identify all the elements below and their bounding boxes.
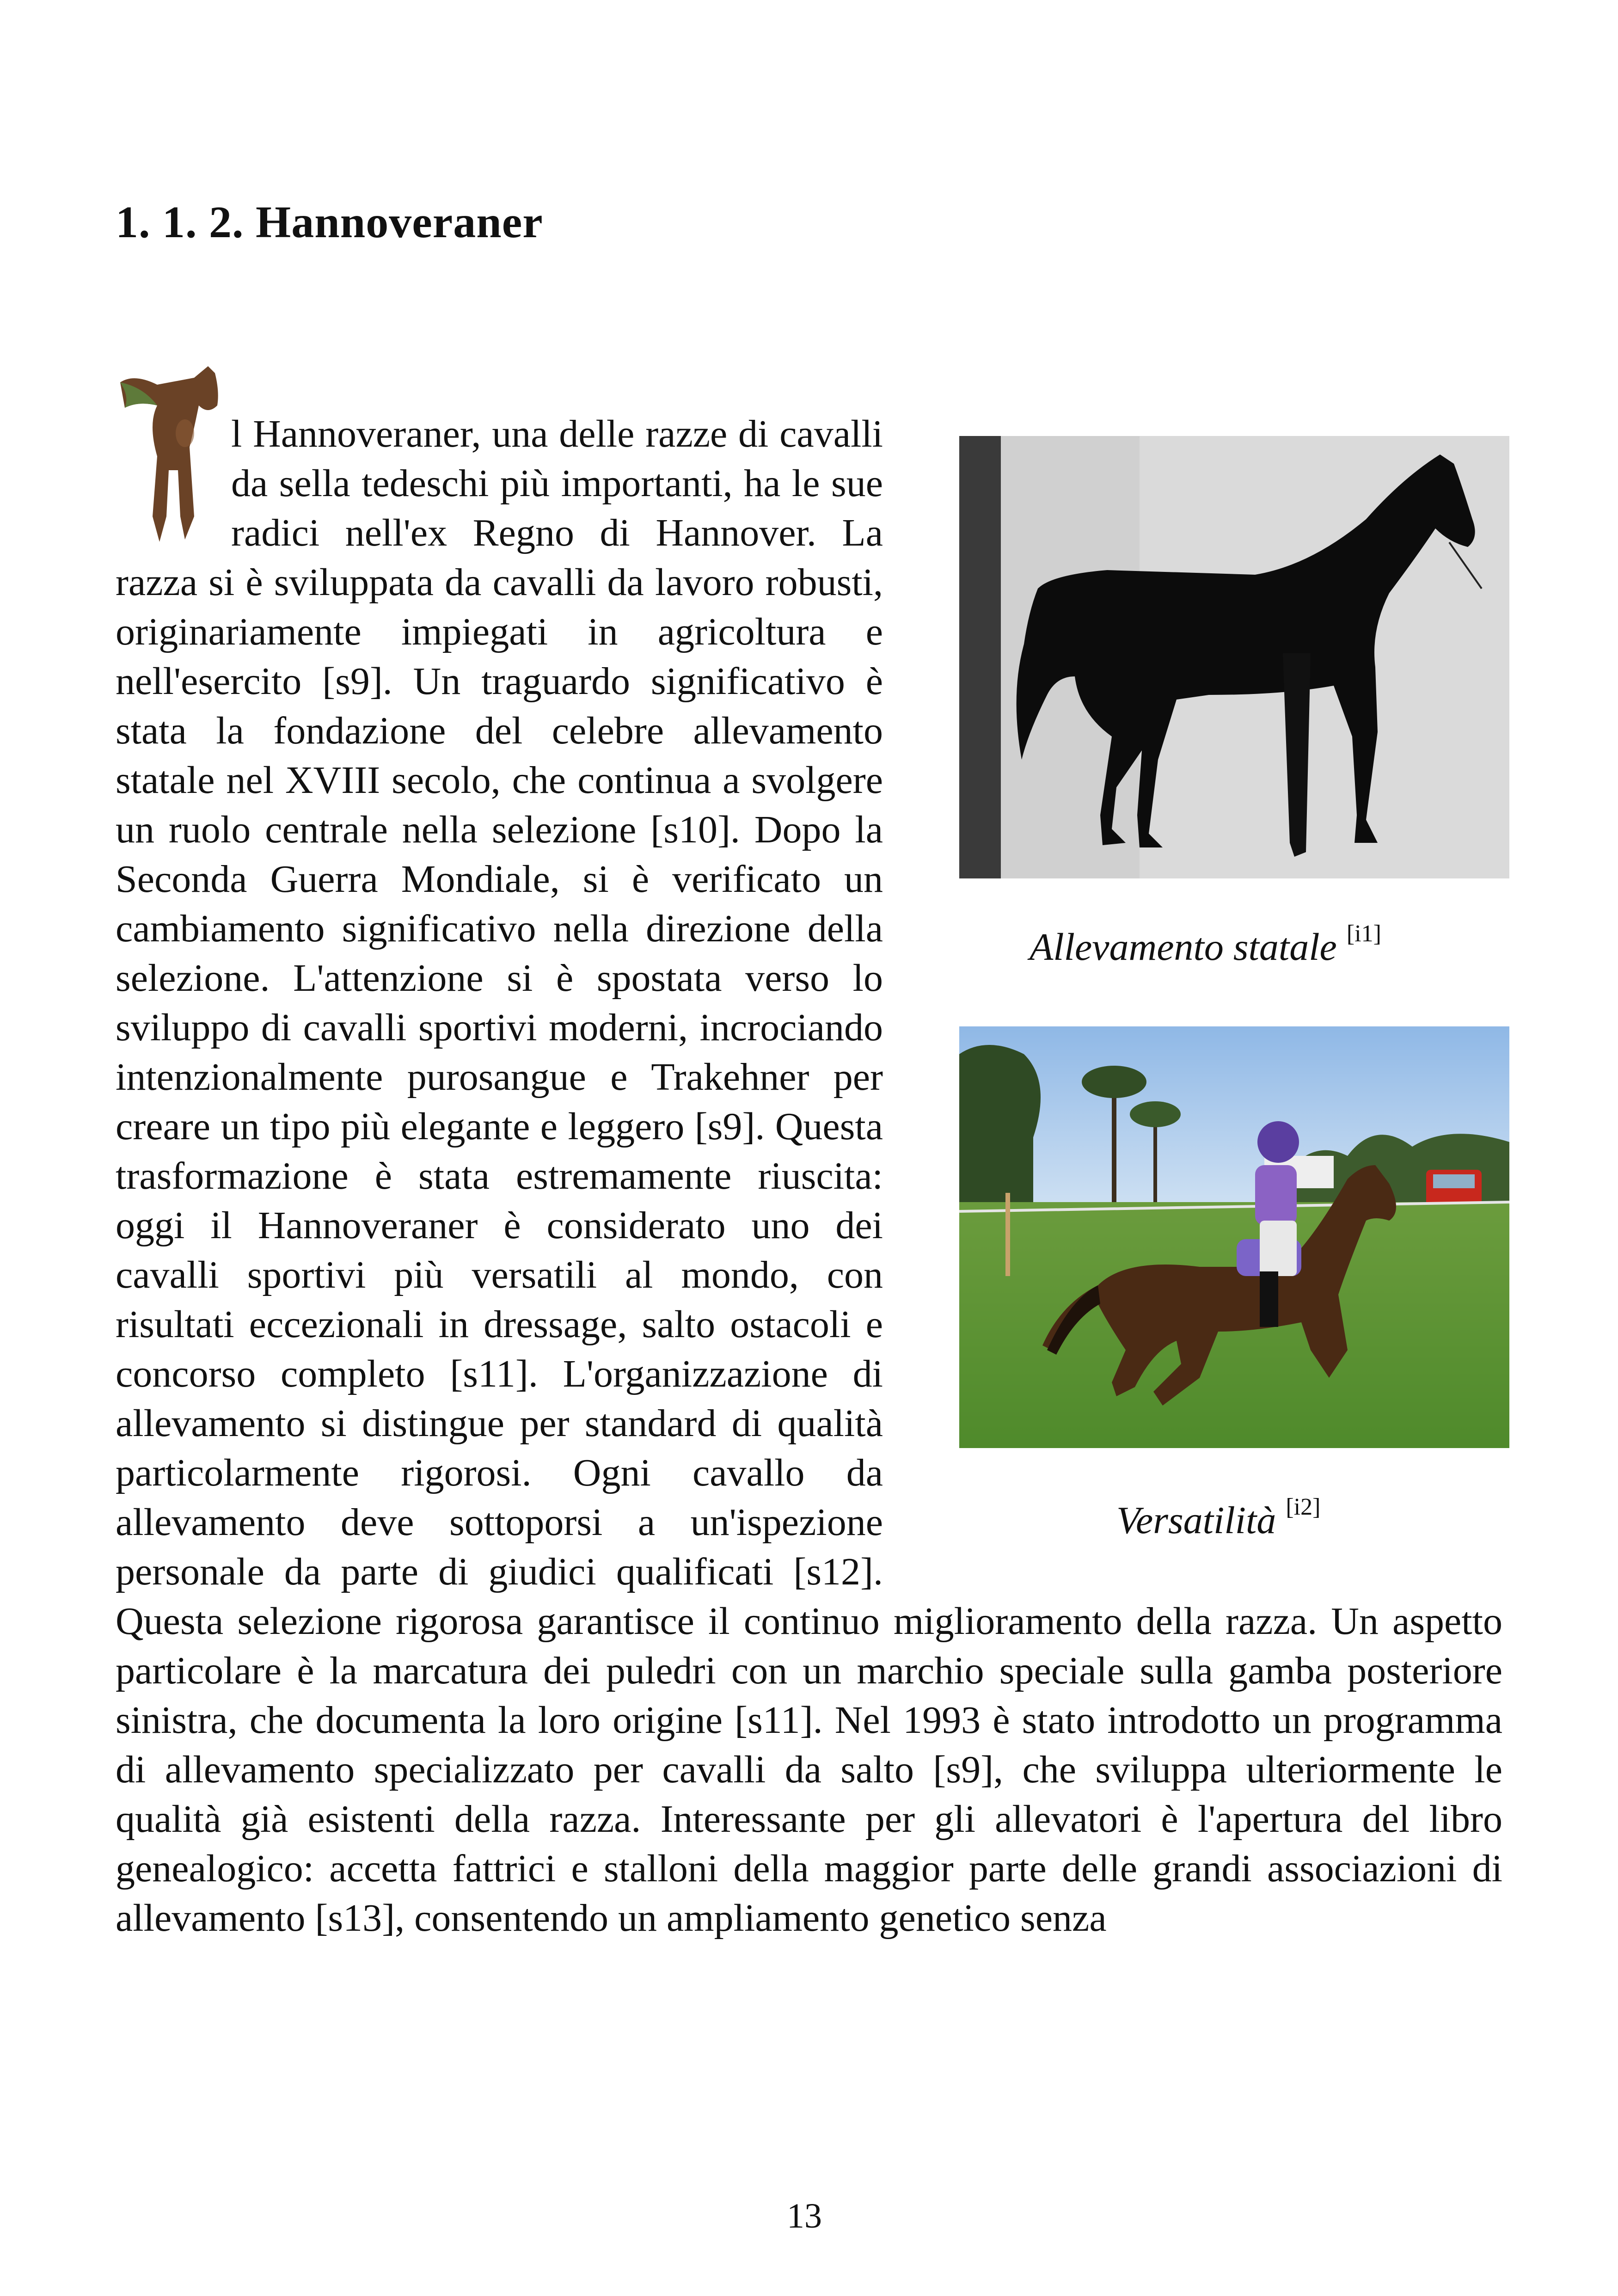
figure-caption-1: Allevamento statale [i1] bbox=[1030, 921, 1381, 969]
figure-caption-2: Versatilità [i2] bbox=[1116, 1494, 1321, 1542]
dropcap-horse-icon bbox=[116, 364, 231, 553]
section-heading: 1. 1. 2. Hannoveraner bbox=[116, 197, 543, 247]
body-paragraph: l Hannoveraner, una delle razze di cavalli da sella tedeschi più importanti, ha le sue radici nell'ex Regno di Hannover. La razza si è sviluppata da cavalli da lavoro robusti, originariamente impiegati in agricoltura e nell'esercito [s9]. Un traguardo significativo è stata la fondazione del celebre allevamento statale nel XVIII secolo, che continua a svolgere un ruolo centrale nella selezione [s10]. Dopo la Seconda Guerra Mondiale, si è verificato un cambiamento significativo nella direzione della selezione. L'attenzione si è spostata verso lo sviluppo di cavalli sportivi moderni, incrociando intenzionalmente purosangue e Trakehner per creare un tipo più elegante e leggero [s9]. Questa trasformazione è stata estremamente riuscita: oggi il Hannoveraner è considerato uno dei cavalli sportivi più versatili al mondo, con risultati eccezionali in dressage, salto ostacoli e concorso completo [s11]. L'organizzazione di allevamento si distingue per standard di qualità particolarmente rigorosi. Ogni cavallo da allevamento deve sottoporsi a un'ispezione personale da parte di giudici qualificati [s12]. Questa selezione rigorosa garantisce il continuo miglioramento della razza. Un aspetto particolare è la marcatura dei puledri con un marchio speciale sulla gamba posteriore sinistra, che documenta la loro origine [s11]. Nel 1993 è stato introdotto un programma di allevamento specializzato per cavalli da salto [s9], che sviluppa ulteriormente le qualità già esistenti della razza. Interessante per gli allevatori è l'apertura del libro genealogico: accetta fattrici e stalloni della maggior parte delle grandi associazioni di allevamento [s13], consentendo un ampliamento genetico senza bbox=[116, 412, 1502, 1940]
figure-ref-1: [i1] bbox=[1346, 921, 1381, 947]
figure-ref-2: [i2] bbox=[1286, 1494, 1321, 1520]
page-number: 13 bbox=[787, 2197, 822, 2235]
body-text bbox=[116, 409, 1502, 1943]
figure-column-spacer bbox=[920, 428, 1502, 1593]
